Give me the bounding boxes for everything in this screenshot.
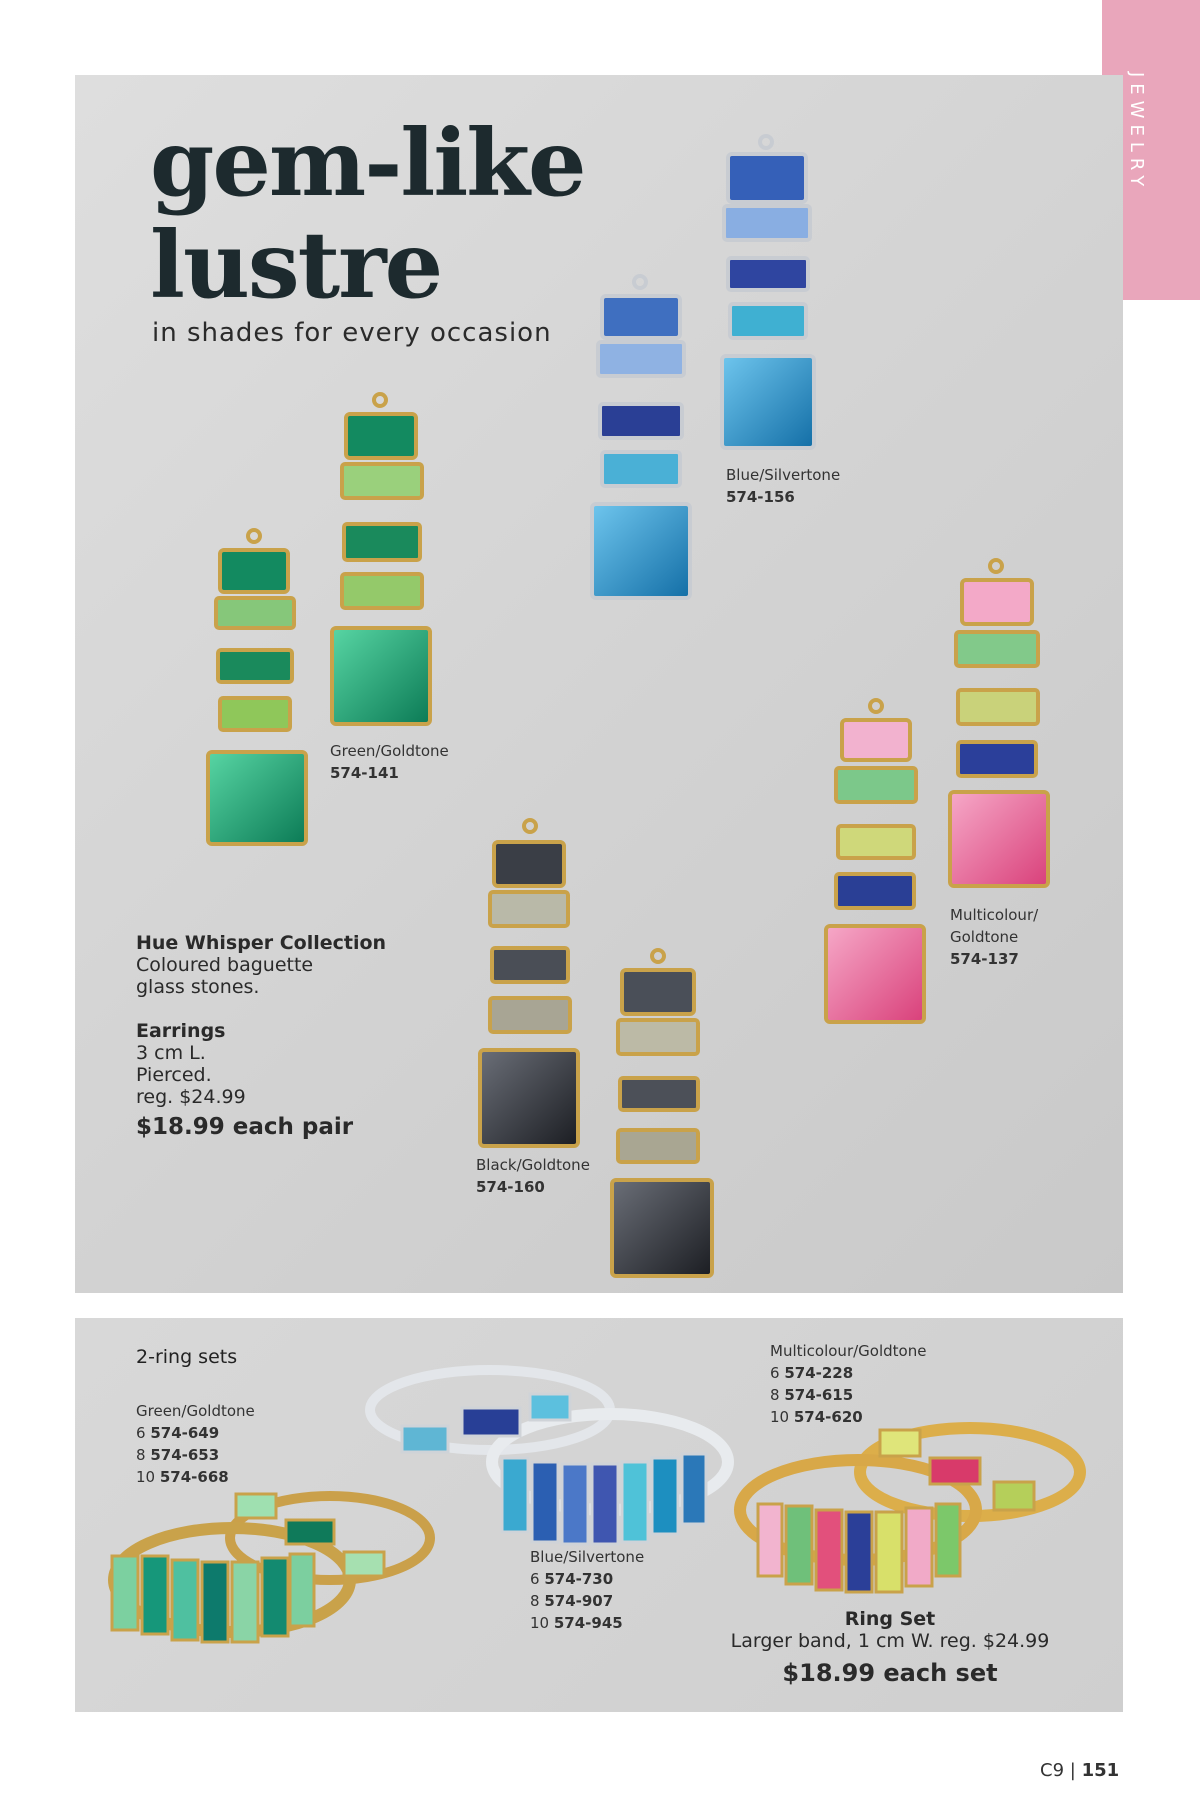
ring-sets-title: 2-ring sets — [136, 1346, 238, 1368]
multicolour-ring-set — [740, 1428, 1080, 1592]
earrings-heading: Earrings — [136, 1020, 226, 1042]
ring-set-price: $18.99 each set — [782, 1659, 998, 1687]
headline — [150, 109, 585, 319]
ring-size: 6 — [136, 1424, 146, 1442]
collection-description — [136, 932, 386, 1138]
blue-ring-colour: Blue/Silvertone — [530, 1548, 645, 1566]
page-separator: | — [1069, 1760, 1076, 1781]
ring-set-offer — [720, 1608, 1060, 1687]
blue-earring-colour: Blue/Silvertone — [726, 466, 841, 484]
multicolour-earring-sku: 574-137 — [950, 950, 1019, 968]
black-earring-colour: Black/Goldtone — [476, 1156, 590, 1174]
ring-sku: 574-649 — [150, 1424, 220, 1442]
multicolour-earring-colour-2: Goldtone — [950, 928, 1019, 946]
black-earring-label — [476, 1154, 590, 1198]
earrings-sale-price: $18.99 each pair — [136, 1114, 354, 1140]
ring-sku: 574-668 — [159, 1468, 229, 1486]
blue-ring-label — [530, 1546, 644, 1634]
ring-sku: 574-653 — [150, 1446, 220, 1464]
multicolour-ring-colour: Multicolour/Goldtone — [770, 1342, 927, 1360]
ring-size: 10 — [770, 1408, 790, 1426]
green-earring-sku: 574-141 — [330, 764, 399, 782]
ring-size: 6 — [770, 1364, 780, 1382]
headline-line1: gem-like — [150, 109, 585, 217]
earrings-type: Pierced. — [136, 1064, 212, 1086]
ring-size: 6 — [530, 1570, 540, 1588]
blue-silvertone-earrings — [592, 136, 814, 598]
green-ring-set — [112, 1494, 430, 1642]
ring-set-title: Ring Set — [844, 1608, 936, 1630]
ring-sku: 574-620 — [793, 1408, 863, 1426]
section-tab-label: JEWELRY — [1126, 72, 1147, 193]
page-section: C9 — [1040, 1760, 1065, 1781]
page-number — [1040, 1760, 1119, 1781]
ring-size: 8 — [530, 1592, 540, 1610]
earrings-regular-price: reg. $24.99 — [136, 1086, 246, 1108]
collection-desc-line2: glass stones. — [136, 976, 260, 998]
blue-earring-sku: 574-156 — [726, 488, 795, 506]
green-ring-label — [136, 1400, 255, 1488]
collection-desc-line1: Coloured baguette — [136, 954, 314, 976]
blue-earring-label — [726, 464, 840, 508]
multicolour-ring-label — [770, 1340, 926, 1428]
ring-sku: 574-730 — [544, 1570, 614, 1588]
ring-size: 10 — [530, 1614, 550, 1632]
black-earring-sku: 574-160 — [476, 1178, 545, 1196]
ring-size: 10 — [136, 1468, 156, 1486]
ring-size: 8 — [770, 1386, 780, 1404]
green-ring-colour: Green/Goldtone — [136, 1402, 255, 1420]
multicolour-earring-colour-1: Multicolour/ — [950, 906, 1039, 924]
subtitle: in shades for every occasion — [152, 318, 552, 348]
headline-line2: lustre — [150, 211, 442, 319]
ring-size: 8 — [136, 1446, 146, 1464]
multicolour-earring-label — [950, 904, 1038, 970]
ring-sku: 574-228 — [784, 1364, 854, 1382]
ring-sku: 574-615 — [784, 1386, 854, 1404]
green-earring-colour: Green/Goldtone — [330, 742, 449, 760]
black-goldtone-earrings — [480, 820, 712, 1276]
page-number-value: 151 — [1081, 1760, 1120, 1781]
ring-set-description: Larger band, 1 cm W. reg. $24.99 — [730, 1630, 1050, 1652]
collection-name: Hue Whisper Collection — [136, 932, 387, 954]
earrings-length: 3 cm L. — [136, 1042, 206, 1064]
green-earring-label — [330, 740, 449, 784]
ring-sku: 574-945 — [553, 1614, 623, 1632]
ring-sku: 574-907 — [544, 1592, 614, 1610]
